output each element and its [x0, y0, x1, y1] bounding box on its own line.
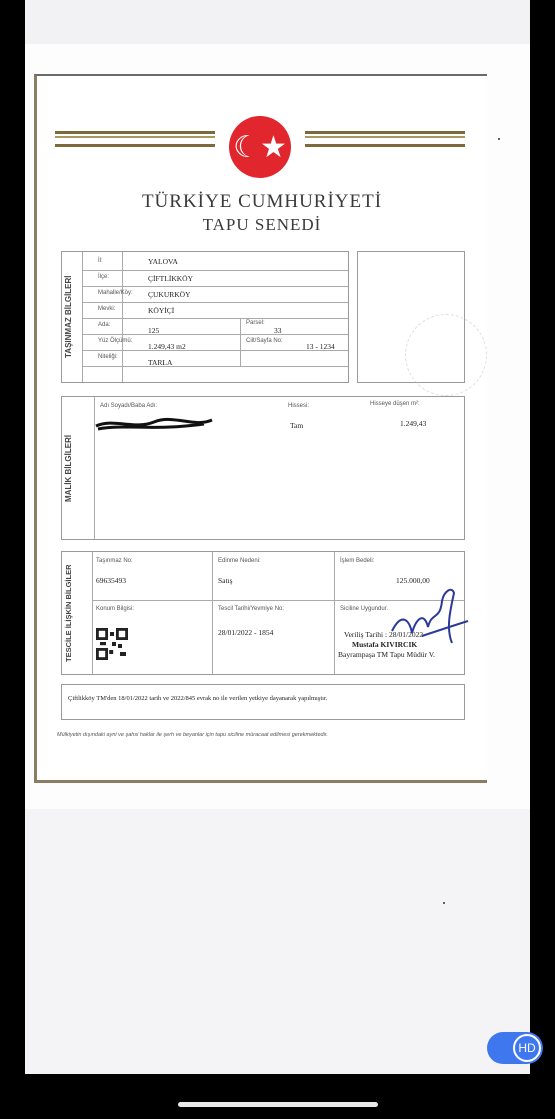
bottom-panel [25, 809, 530, 1074]
top-strip [25, 0, 530, 44]
mevki-label: Mevki: [98, 306, 116, 312]
islem-bedeli-value: 125.000,00 [396, 576, 430, 585]
yuzolcumu-value: 1.249,43 m2 [148, 342, 186, 351]
cilt-sayfa-label: Cilt/Sayfa No: [246, 338, 283, 344]
parsel-value: 33 [274, 326, 282, 335]
tasinmaz-no-value: 69635493 [96, 576, 126, 585]
tasinmaz-no-label: Taşınmaz No: [96, 558, 133, 564]
registration-section-label: TESCİLE İLİŞKİN BİLGİLER [64, 564, 73, 662]
yuzolcumu-label: Yüz Ölçümü: [98, 338, 133, 344]
hd-toggle-button[interactable] [487, 1032, 543, 1064]
turkish-flag-emblem-icon: ☾★ [229, 116, 291, 178]
ada-value: 125 [148, 326, 160, 335]
il-label: İl: [98, 258, 103, 264]
owner-share-label: Hissesi: [288, 403, 310, 409]
document-title: TÜRKİYE CUMHURİYETİ [141, 191, 383, 212]
edinme-nedeni-value: Satış [218, 576, 233, 585]
owner-share-area-label: Hisseye düşen m²: [370, 401, 420, 407]
officer-name: Mustafa KIVIRCIK [352, 640, 418, 649]
owner-section-label: MALİK BİLGİLERİ [64, 434, 73, 502]
ilce-value: ÇİFTLİKKÖY [148, 274, 193, 283]
il-value: YALOVA [148, 257, 178, 266]
gold-stripe-left [55, 131, 215, 147]
mahalle-value: ÇUKURKÖY [148, 290, 191, 299]
islem-bedeli-label: İşlem Bedeli: [340, 558, 375, 564]
footnote: Mülkiyetin dışındaki ayni ve şahsi haklar ile şerh ve beyanlar için tapu siciline müracaat edilmesi gerekmektedir. [57, 732, 328, 738]
tescil-tarihi-label: Tescil Tarihi/Yevmiye No: [218, 606, 285, 612]
ada-label: Ada: [98, 322, 111, 328]
property-section [61, 251, 349, 383]
owner-name-label: Adı Soyadı/Baba Adı: [100, 403, 158, 409]
authority-note: Çiftlikköy TM'den 18/01/2022 tarih ve 2022/845 evrak no ile verilen yetkiye dayanarak yapılmıştır. [68, 695, 328, 702]
owner-share-value: Tam [290, 421, 304, 430]
mevki-value: KÖYİÇİ [148, 306, 175, 315]
tescil-tarihi-value: 28/01/2022 - 1854 [218, 628, 274, 637]
ilce-label: İlçe: [98, 274, 110, 280]
speck [498, 138, 500, 140]
qr-code-icon [96, 628, 128, 660]
sicil-uygun-label: Siciline Uygundur. [340, 606, 389, 612]
document-subtitle: TAPU SENEDİ [202, 215, 322, 234]
title-deed-document [34, 74, 487, 783]
faint-stamp [405, 314, 487, 396]
nitelik-label: Niteliği: [98, 354, 118, 360]
parsel-label: Parsel: [246, 320, 265, 326]
property-section-label: TAŞINMAZ BİLGİLERİ [64, 275, 73, 359]
mahalle-label: Mahalle/Köy: [98, 290, 133, 296]
konum-bilgisi-label: Konum Bilgisi: [96, 606, 135, 612]
home-indicator[interactable] [178, 1102, 378, 1107]
owner-share-area-value: 1.249,43 [400, 419, 427, 428]
speck [443, 902, 445, 904]
officer-title: Bayrampaşa TM Tapu Müdür V. [338, 650, 436, 659]
redacted-owner-name [94, 416, 214, 432]
signature [382, 581, 472, 651]
nitelik-value: TARLA [148, 358, 173, 367]
gold-stripe-right [305, 131, 465, 147]
authority-note-box [61, 684, 465, 720]
edinme-nedeni-label: Edinme Nedeni: [218, 558, 261, 564]
hd-toggle-knob[interactable]: HD [513, 1034, 541, 1062]
issue-date: Veriliş Tarihi : 28/01/2022 [344, 630, 424, 639]
cilt-sayfa-value: 13 - 1234 [306, 342, 335, 351]
